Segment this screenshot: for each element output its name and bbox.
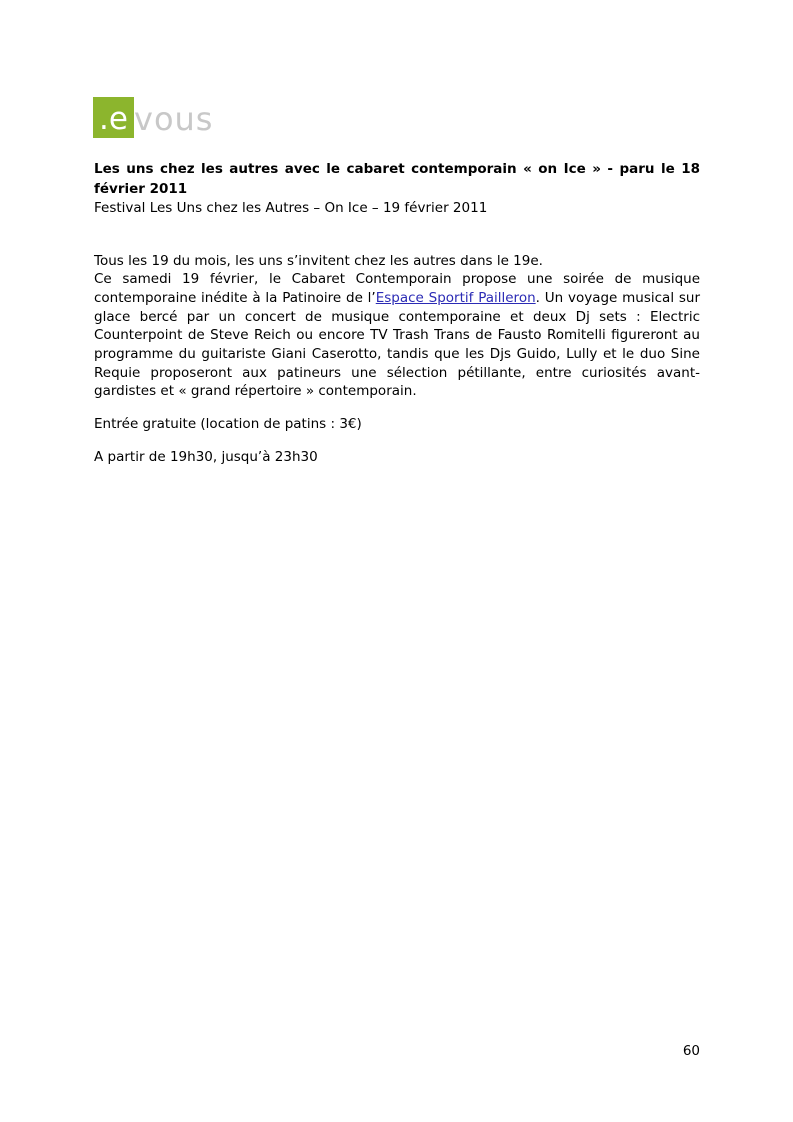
article-content	[94, 160, 700, 467]
evous-logo	[93, 97, 213, 138]
article-subtitle: Festival Les Uns chez les Autres – On Ice – 19 février 2011	[94, 200, 488, 216]
page-number: 60	[682, 1043, 700, 1059]
espace-sportif-pailleron-link[interactable]: Espace Sportif Pailleron	[375, 289, 536, 306]
article-body	[94, 252, 700, 402]
article-body-after-link: . Un voyage musical sur glace bercé par un concert de musique contemporaine et deux Dj sets : Electric Counterpoint de Steve Reich ou encore TV Trash Trans de Fausto Romitelli figureront au programme du guitariste Giani Caserotto, tandis que les Djs Guido, Lully et le duo Sine Requie proposeront aux patineurs une sélection pétillante, entre curiosités avant-gardistes et « grand répertoire » contemporain.	[94, 289, 700, 400]
evous-logo-mark-icon: .e	[93, 97, 134, 138]
article-body-before-link: Ce samedi 19 février, le Cabaret Contemporain propose une soirée de musique contemporaine inédite à la Patinoire de l’	[94, 271, 700, 306]
entry-info: Entrée gratuite (location de patins : 3€)	[94, 416, 362, 433]
time-info: A partir de 19h30, jusqu’à 23h30	[94, 448, 318, 465]
article-intro-line: Tous les 19 du mois, les uns s’invitent chez les autres dans le 19e.	[94, 252, 543, 269]
evous-logo-wordmark: vous	[134, 100, 214, 138]
article-title: Les uns chez les autres avec le cabaret contemporain « on Ice » - paru le 18 février 2011	[94, 161, 700, 197]
